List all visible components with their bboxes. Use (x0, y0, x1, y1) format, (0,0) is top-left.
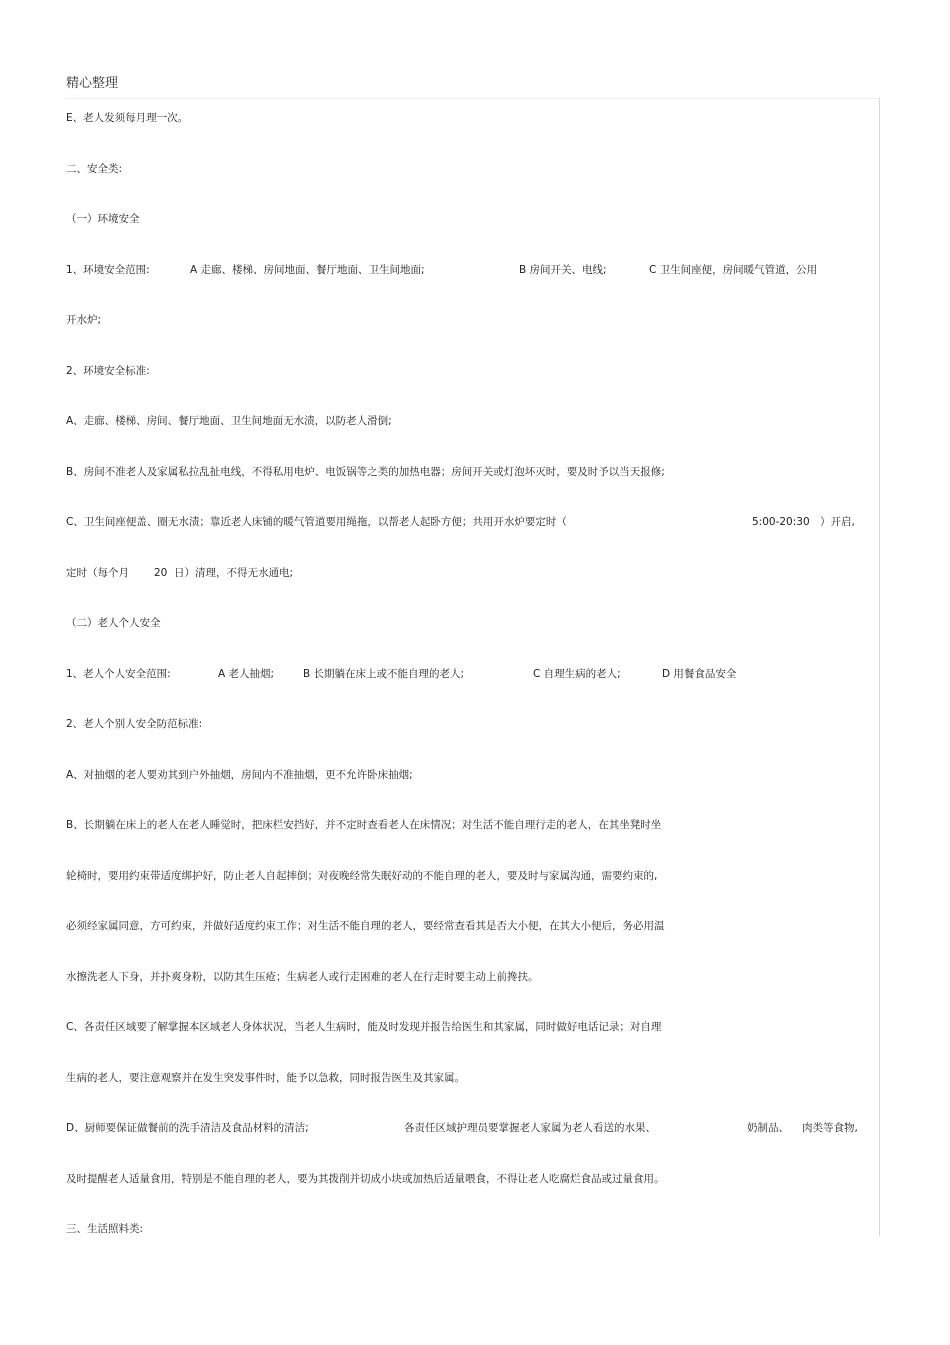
text-segment: 1、老人个人安全范围: (66, 668, 171, 680)
text-line: 开水炉; (66, 314, 102, 326)
text-line (66, 666, 866, 682)
text-segment: 定时（每个月 (66, 567, 129, 579)
subsection-heading-environment: （一）环境安全 (66, 213, 140, 225)
subsection-heading-personal: （二）老人个人安全 (66, 617, 161, 629)
text-segment: A 走廊、楼梯、房间地面、餐厅地面、卫生间地面; (190, 264, 425, 276)
text-segment: 奶制品、 (747, 1122, 789, 1134)
text-segment: C、卫生间座便盖、圈无水渍；靠近老人床铺的暖气管道要用绳拖，以帮老人起卧方便；共用开水炉要定时（ (66, 516, 567, 528)
text-line (66, 1120, 866, 1136)
text-line: B、长期躺在床上的老人在老人睡觉时，把床栏安挡好，并不定时查看老人在床情况；对生活不能自理行走的老人，在其坐凳时坐 (66, 819, 662, 831)
text-segment: 各责任区域护理员要掌握老人家属为老人看送的水果、 (404, 1122, 656, 1134)
text-line: 生病的老人，要注意观察并在发生突发事件时，能予以急救，同时报告医生及其家属。 (66, 1072, 465, 1084)
text-line: 水擦洗老人下身，并扑爽身粉，以防其生压疮；生病老人或行走困难的老人在行走时要主动上前搀扶。 (66, 971, 539, 983)
text-line: E、老人发须每月理一次。 (66, 112, 189, 124)
frame-right-border (879, 98, 880, 1236)
text-segment: B 房间开关、电线; (519, 264, 607, 276)
text-segment: A 老人抽烟; (218, 668, 275, 680)
text-segment: C 自理生病的老人; (533, 668, 621, 680)
text-segment: C 卫生间座便，房间暖气管道，公用 (649, 264, 818, 276)
text-segment: D 用餐食品安全 (662, 668, 737, 680)
text-segment: B 长期躺在床上或不能自理的老人; (303, 668, 465, 680)
text-line: 2、老人个别人安全防范标准: (66, 718, 203, 730)
text-segment: 日）清理，不得无水通电; (174, 567, 294, 579)
page-header: 精心整理 (66, 76, 119, 91)
section-heading-daily-care: 三、生活照料类: (66, 1223, 144, 1235)
text-line (66, 565, 866, 581)
text-line: 轮椅时，要用约束带适度绑护好，防止老人自起摔倒；对夜晚经常失眠好动的不能自理的老人，要及时与家属沟通，需要约束的, (66, 870, 658, 882)
frame-top-border (66, 98, 880, 99)
text-segment: ）开启, (820, 516, 855, 528)
text-line: 必须经家属同意，方可约束，并做好适度约束工作；对生活不能自理的老人，要经常查看其是否大小便，在其大小便后，务必用温 (66, 920, 665, 932)
text-segment: 肉类等食物, (802, 1122, 858, 1134)
section-heading-safety: 二、安全类: (66, 163, 123, 175)
text-line: C、各责任区域要了解掌握本区域老人身体状况，当老人生病时，能及时发现并报告给医生和其家属，同时做好电话记录；对自理 (66, 1021, 662, 1033)
text-line (66, 262, 866, 278)
text-line (66, 514, 866, 530)
text-line: 及时提醒老人适量食用，特别是不能自理的老人，要为其拨削并切成小块或加热后适量喂食，不得让老人吃腐烂食品或过量食用。 (66, 1173, 665, 1185)
text-line: 2、环境安全标准: (66, 365, 150, 377)
text-segment: 20 (154, 567, 168, 579)
text-line: B、房间不准老人及家属私拉乱扯电线，不得私用电炉、电饭锅等之类的加热电器；房间开关或灯泡坏灭时，要及时予以当天报修; (66, 466, 665, 478)
text-segment: 1、环境安全范围: (66, 264, 150, 276)
text-segment: 5:00-20:30 (752, 516, 810, 528)
text-segment: D、厨师要保证做餐前的洗手清洁及食品材料的清洁; (66, 1122, 309, 1134)
text-line: A、走廊、楼梯、房间、餐厅地面、卫生间地面无水渍，以防老人滑倒; (66, 415, 392, 427)
text-line: A、对抽烟的老人要劝其到户外抽烟，房间内不准抽烟，更不允许卧床抽烟; (66, 769, 413, 781)
